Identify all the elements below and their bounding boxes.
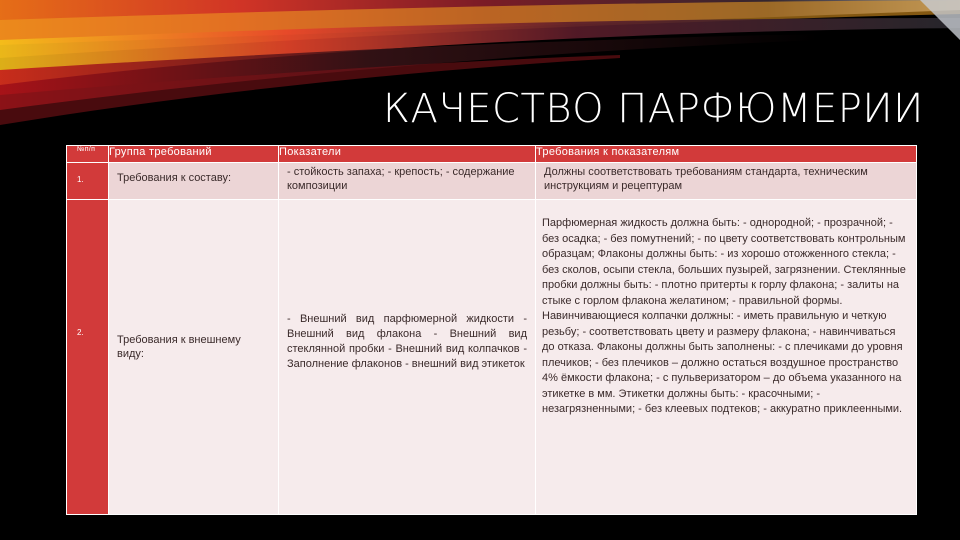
indicators-text: - Внешний вид парфюмерной жидкости - Внешний вид флакона - Внешний вид стеклянной пробки - Внешний вид колпачков - Заполнение флаконов - внешний вид этикеток (287, 313, 527, 370)
indicators-text: - стойкость запаха; - крепость; - содержание композиции (287, 166, 515, 192)
row-number-cell (67, 163, 109, 200)
header-num: №п/п (67, 146, 109, 163)
table-row (67, 163, 917, 200)
decorative-stripes (0, 0, 960, 160)
requirements-text: Парфюмерная жидкость должна быть: - однородной; - прозрачной; - без осадка; - без помутнений; - по цвету соответствовать контрольным образцам; Флаконы должны быть: - из хорошо отожженного стекла; - без сколов, осыпи стекла, больших пузырей, загрязнении. Стеклянные пробки должны быть: - плотно притерты к горлу флакона; - залиты на стыке с горлом флакона желатином; - правильной формы. Навинчивающиеся колпачки должны: - иметь правильную и четкую резьбу; - соответствовать цвету и размеру флакона; - навинчиваться до отказа. Флаконы должны быть заполнены: - с плечиками до уровня плечиков; - без плечиков – должно остаться воздушное пространство 4% ёмкости флакона; - с пульверизатором – до объема указанного на этикетке в мм. Этикетки должны быть: - красочными; - незагрязненными; - без клеевых подтеков; - аккуратно приклеенными. (542, 217, 906, 415)
group-text: Требования к внешнему виду: (117, 334, 241, 360)
requirements-text: Должны соответствовать требованиям стандарта, техническим инструкциям и рецептурам (544, 166, 868, 192)
header-group: Группа требований (109, 146, 279, 163)
header-requirements: Требования к показателям (536, 146, 917, 163)
requirements-cell (536, 200, 917, 515)
requirements-cell (536, 163, 917, 200)
row-number: 2. (77, 328, 84, 337)
group-cell (109, 200, 279, 515)
indicators-cell (279, 200, 536, 515)
header-indicators: Показатели (279, 146, 536, 163)
row-number-cell (67, 200, 109, 515)
indicators-cell (279, 163, 536, 200)
group-text: Требования к составу: (117, 172, 232, 184)
quality-table (66, 145, 917, 515)
page-title: КАЧЕСТВО ПАРФЮМЕРИИ (383, 86, 924, 132)
table-row (67, 200, 917, 515)
table-header-row (67, 146, 917, 163)
row-number: 1. (77, 175, 84, 184)
group-cell (109, 163, 279, 200)
